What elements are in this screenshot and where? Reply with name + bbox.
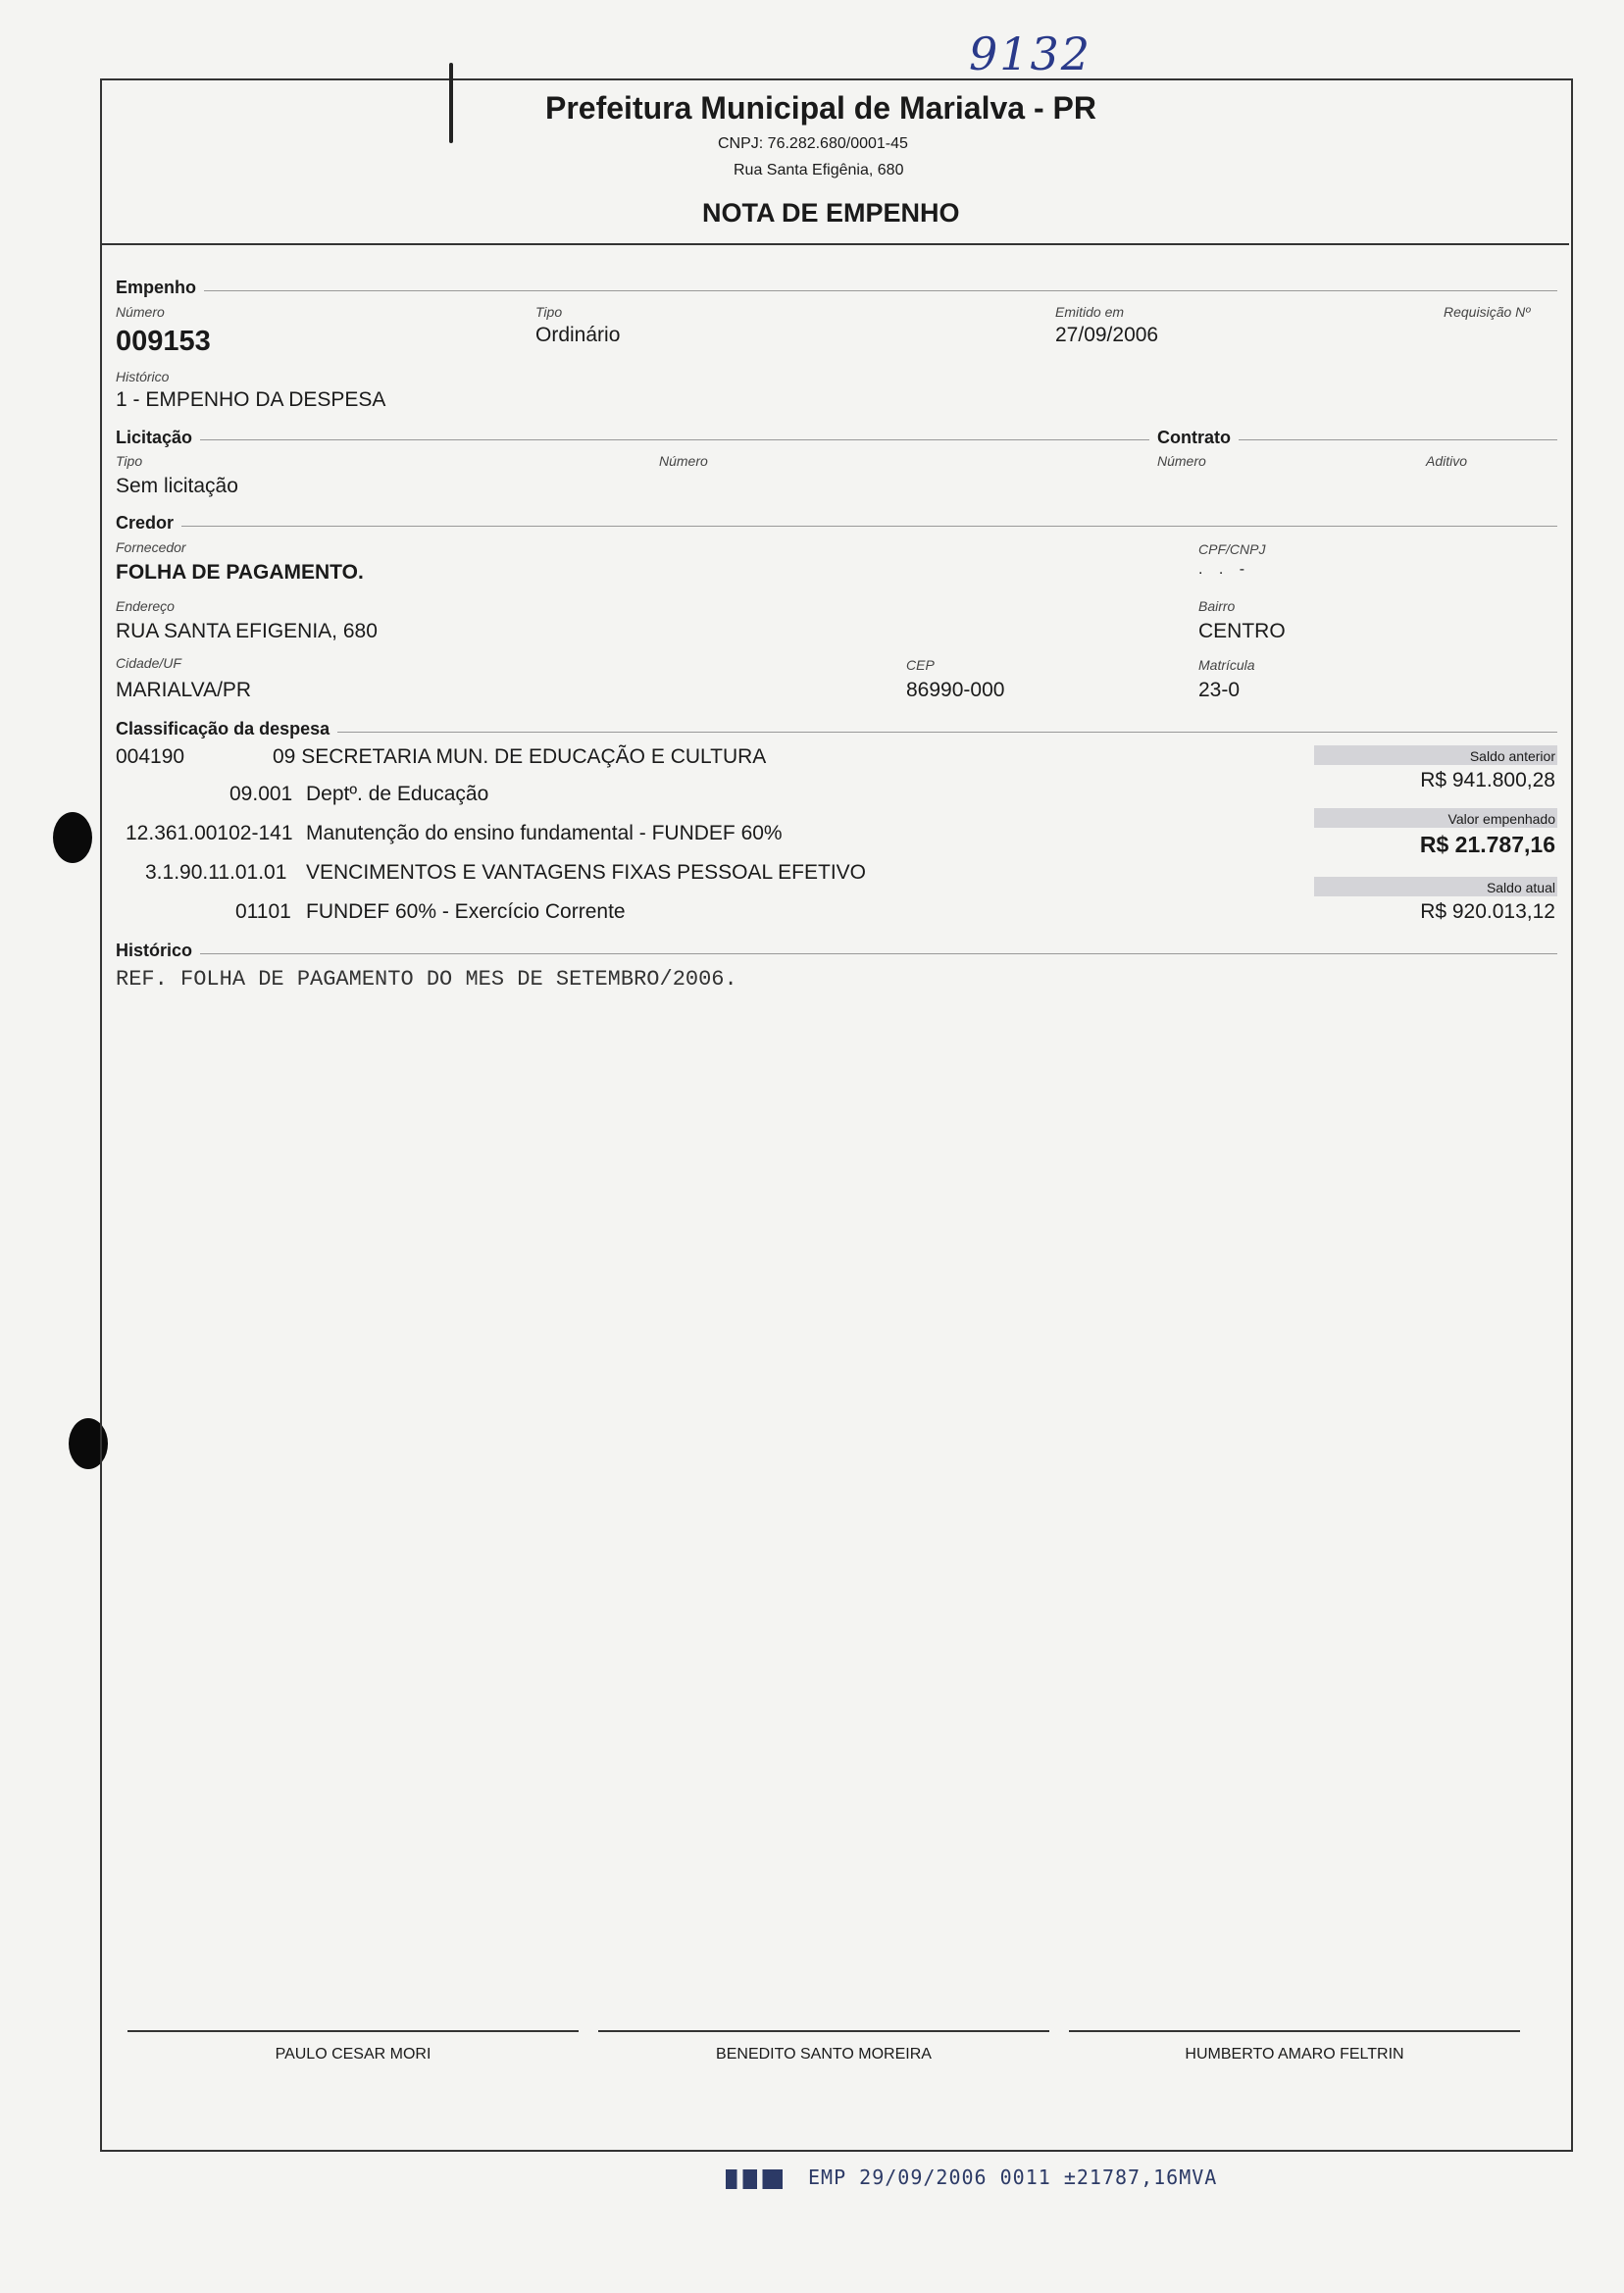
saldo-atual-value: R$ 920.013,12 (1420, 900, 1555, 923)
stamp-logo (726, 2169, 783, 2189)
cep-value: 86990-000 (906, 679, 1005, 701)
licitacao-rule (118, 439, 1557, 440)
cep-label: CEP (906, 657, 935, 673)
saldo-anterior-value: R$ 941.800,28 (1420, 769, 1555, 791)
credor-section-title: Credor (116, 513, 181, 534)
historico-text: REF. FOLHA DE PAGAMENTO DO MES DE SETEMBRO/2006. (116, 967, 737, 992)
punch-hole-top (53, 812, 92, 863)
address-line: Rua Santa Efigênia, 680 (734, 162, 904, 178)
empenho-numero: 009153 (116, 326, 211, 357)
signature-line-2 (598, 2030, 1049, 2032)
requisicao-label: Requisição Nº (1444, 304, 1531, 320)
valor-empenhado-label: Valor empenhado (1314, 808, 1557, 828)
stray-pen-mark (449, 63, 453, 143)
classificacao-code-1: 09.001 (229, 783, 293, 805)
classificacao-text-4: FUNDEF 60% - Exercício Corrente (306, 900, 626, 923)
cidade-label: Cidade/UF (116, 655, 181, 671)
cnpj-line: CNPJ: 76.282.680/0001-45 (718, 135, 908, 152)
classificacao-code-3: 3.1.90.11.01.01 (145, 861, 287, 884)
classificacao-text-1: Deptº. de Educação (306, 783, 489, 805)
bairro-value: CENTRO (1198, 620, 1286, 642)
cpf-cnpj-label: CPF/CNPJ (1198, 541, 1266, 557)
classificacao-text-2: Manutenção do ensino fundamental - FUNDEF 60% (306, 822, 783, 844)
licitacao-section-title: Licitação (116, 428, 200, 448)
classificacao-code-0: 004190 (116, 745, 185, 768)
classificacao-section-title: Classificação da despesa (116, 719, 337, 739)
empenho-rule (118, 290, 1557, 291)
saldo-atual-label: Saldo atual (1314, 877, 1557, 896)
classificacao-text-0: 09 SECRETARIA MUN. DE EDUCAÇÃO E CULTURA (273, 745, 767, 768)
signature-name-2: BENEDITO SANTO MOREIRA (716, 2046, 932, 2063)
licitacao-tipo-label: Tipo (116, 453, 143, 469)
classificacao-code-2: 12.361.00102-141 (126, 822, 293, 844)
valor-empenhado-value: R$ 21.787,16 (1419, 832, 1555, 857)
empenho-numero-label: Número (116, 304, 165, 320)
cpf-cnpj-value: . . - (1198, 561, 1251, 578)
bairro-label: Bairro (1198, 598, 1236, 614)
contrato-numero-label: Número (1157, 453, 1206, 469)
contrato-aditivo-label: Aditivo (1426, 453, 1468, 469)
empenho-historico: 1 - EMPENHO DA DESPESA (116, 388, 386, 411)
cidade-value: MARIALVA/PR (116, 679, 252, 701)
empenho-historico-label: Histórico (116, 369, 170, 384)
signature-name-1: PAULO CESAR MORI (275, 2046, 431, 2063)
empenho-section-title: Empenho (116, 278, 204, 298)
emitido-label: Emitido em (1055, 304, 1125, 320)
classificacao-text-3: VENCIMENTOS E VANTAGENS FIXAS PESSOAL EFETIVO (306, 861, 867, 884)
saldo-anterior-label: Saldo anterior (1314, 745, 1557, 765)
endereco-value: RUA SANTA EFIGENIA, 680 (116, 620, 378, 642)
matricula-label: Matrícula (1198, 657, 1255, 673)
historico-section-title: Histórico (116, 941, 200, 961)
signature-line-1 (127, 2030, 579, 2032)
classificacao-code-4: 01101 (235, 900, 291, 923)
document-title: NOTA DE EMPENHO (702, 198, 960, 228)
historico-rule (118, 953, 1557, 954)
fornecedor-label: Fornecedor (116, 539, 186, 555)
bottom-stamp-text: EMP 29/09/2006 0011 ±21787,16MVA (808, 2166, 1218, 2189)
header-separator (102, 243, 1569, 245)
signature-line-3 (1069, 2030, 1520, 2032)
contrato-section-title: Contrato (1149, 428, 1239, 448)
credor-rule (118, 526, 1557, 527)
licitacao-tipo: Sem licitação (116, 475, 238, 497)
licitacao-numero-label: Número (659, 453, 708, 469)
handwritten-page-number: 9132 (969, 27, 1092, 80)
matricula-value: 23-0 (1198, 679, 1241, 701)
endereco-label: Endereço (116, 598, 175, 614)
fornecedor-name: FOLHA DE PAGAMENTO. (116, 561, 364, 584)
municipality-title: Prefeitura Municipal de Marialva - PR (545, 90, 1096, 126)
empenho-tipo: Ordinário (535, 324, 621, 346)
empenho-tipo-label: Tipo (535, 304, 563, 320)
signature-name-3: HUMBERTO AMARO FELTRIN (1185, 2046, 1404, 2063)
emitido-date: 27/09/2006 (1055, 324, 1159, 346)
